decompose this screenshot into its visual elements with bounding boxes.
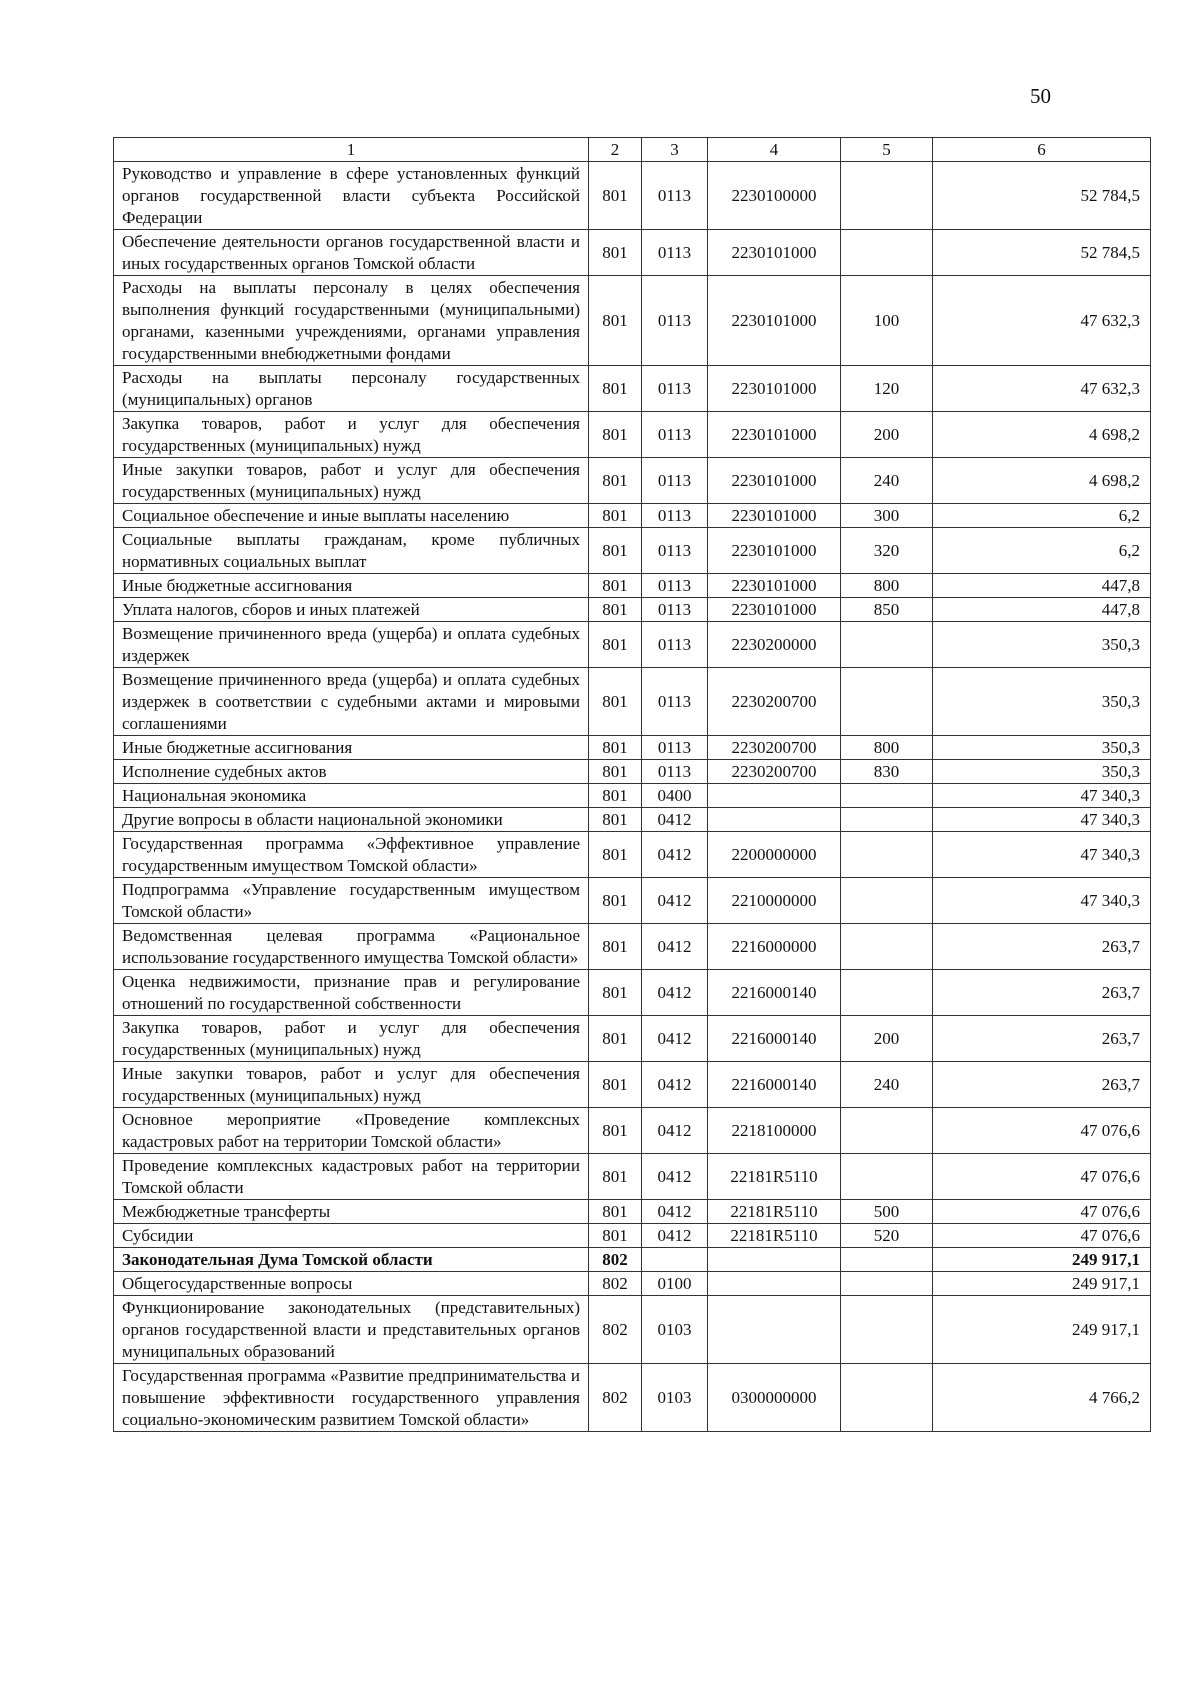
- expense-type-code: [841, 668, 933, 736]
- ministry-code: 801: [589, 574, 642, 598]
- expense-type-code: 300: [841, 504, 933, 528]
- expense-type-code: [841, 162, 933, 230]
- item-name: Подпрограмма «Управление государственным имуществом Томской области»: [114, 878, 589, 924]
- section-code: 0113: [642, 598, 708, 622]
- target-item-code: 2216000140: [708, 1062, 841, 1108]
- section-code: 0412: [642, 1224, 708, 1248]
- amount: 47 076,6: [933, 1108, 1151, 1154]
- expense-type-code: 200: [841, 1016, 933, 1062]
- ministry-code: 801: [589, 668, 642, 736]
- item-name: Иные закупки товаров, работ и услуг для обеспечения государственных (муниципальных) нужд: [114, 1062, 589, 1108]
- expense-type-code: [841, 1296, 933, 1364]
- target-item-code: 2230101000: [708, 230, 841, 276]
- item-name: Исполнение судебных актов: [114, 760, 589, 784]
- expense-type-code: [841, 1154, 933, 1200]
- amount: 47 340,3: [933, 878, 1151, 924]
- ministry-code: 801: [589, 1154, 642, 1200]
- ministry-code: 801: [589, 276, 642, 366]
- expense-type-code: 240: [841, 1062, 933, 1108]
- table-row: [114, 668, 1151, 736]
- item-name: Межбюджетные трансферты: [114, 1200, 589, 1224]
- target-item-code: 2230101000: [708, 276, 841, 366]
- amount: 263,7: [933, 970, 1151, 1016]
- amount: 4 698,2: [933, 458, 1151, 504]
- target-item-code: 2230101000: [708, 458, 841, 504]
- item-name: Оценка недвижимости, признание прав и регулирование отношений по государственной собственности: [114, 970, 589, 1016]
- item-name: Закупка товаров, работ и услуг для обеспечения государственных (муниципальных) нужд: [114, 1016, 589, 1062]
- table-body: [114, 162, 1151, 1432]
- item-name: Функционирование законодательных (представительных) органов государственной власти и представительных органов муниципальных образований: [114, 1296, 589, 1364]
- expense-type-code: 120: [841, 366, 933, 412]
- table-row: [114, 1200, 1151, 1224]
- expense-type-code: [841, 622, 933, 668]
- item-name: Проведение комплексных кадастровых работ на территории Томской области: [114, 1154, 589, 1200]
- item-name: Государственная программа «Эффективное управление государственным имуществом Томской области»: [114, 832, 589, 878]
- expense-type-code: [841, 808, 933, 832]
- item-name: Руководство и управление в сфере установленных функций органов государственной власти субъекта Российской Федерации: [114, 162, 589, 230]
- item-name: Возмещение причиненного вреда (ущерба) и оплата судебных издержек: [114, 622, 589, 668]
- table-row: [114, 458, 1151, 504]
- table-row: [114, 878, 1151, 924]
- amount: 249 917,1: [933, 1296, 1151, 1364]
- expense-type-code: [841, 230, 933, 276]
- expense-type-code: 830: [841, 760, 933, 784]
- section-code: 0113: [642, 412, 708, 458]
- amount: 47 076,6: [933, 1200, 1151, 1224]
- target-item-code: 2210000000: [708, 878, 841, 924]
- expense-type-code: 800: [841, 736, 933, 760]
- table-row: [114, 808, 1151, 832]
- ministry-code: 802: [589, 1296, 642, 1364]
- target-item-code: 2230200000: [708, 622, 841, 668]
- amount: 4 698,2: [933, 412, 1151, 458]
- section-code: 0412: [642, 1016, 708, 1062]
- ministry-code: 801: [589, 924, 642, 970]
- target-item-code: [708, 1248, 841, 1272]
- amount: 4 766,2: [933, 1364, 1151, 1432]
- expense-type-code: 240: [841, 458, 933, 504]
- amount: 263,7: [933, 1016, 1151, 1062]
- item-name: Обеспечение деятельности органов государственной власти и иных государственных органов Томской области: [114, 230, 589, 276]
- expense-type-code: 800: [841, 574, 933, 598]
- table-row: [114, 528, 1151, 574]
- target-item-code: 2218100000: [708, 1108, 841, 1154]
- expense-type-code: [841, 1272, 933, 1296]
- ministry-code: 801: [589, 970, 642, 1016]
- amount: 350,3: [933, 736, 1151, 760]
- expense-type-code: 320: [841, 528, 933, 574]
- expense-type-code: 100: [841, 276, 933, 366]
- table-row: [114, 1016, 1151, 1062]
- expense-type-code: 200: [841, 412, 933, 458]
- item-name: Ведомственная целевая программа «Рациональное использование государственного имущества Томской области»: [114, 924, 589, 970]
- header-cell: 5: [841, 138, 933, 162]
- amount: 52 784,5: [933, 162, 1151, 230]
- page-number: 50: [1030, 84, 1051, 108]
- amount: 52 784,5: [933, 230, 1151, 276]
- section-code: 0412: [642, 1108, 708, 1154]
- ministry-code: 801: [589, 1200, 642, 1224]
- budget-table: [113, 137, 1151, 1432]
- expense-type-code: [841, 924, 933, 970]
- section-code: 0113: [642, 230, 708, 276]
- target-item-code: 0300000000: [708, 1364, 841, 1432]
- ministry-code: 801: [589, 1224, 642, 1248]
- amount: 350,3: [933, 668, 1151, 736]
- section-code: 0113: [642, 528, 708, 574]
- target-item-code: 2216000140: [708, 970, 841, 1016]
- table-row: [114, 412, 1151, 458]
- section-code: 0103: [642, 1364, 708, 1432]
- item-name: Общегосударственные вопросы: [114, 1272, 589, 1296]
- table-row: [114, 1296, 1151, 1364]
- header-cell: 1: [114, 138, 589, 162]
- table-row: [114, 1224, 1151, 1248]
- section-code: 0412: [642, 1154, 708, 1200]
- table-row: [114, 622, 1151, 668]
- expense-type-code: [841, 1248, 933, 1272]
- ministry-code: 801: [589, 1062, 642, 1108]
- ministry-code: 802: [589, 1272, 642, 1296]
- item-name: Национальная экономика: [114, 784, 589, 808]
- target-item-code: 2230101000: [708, 528, 841, 574]
- item-name: Субсидии: [114, 1224, 589, 1248]
- item-name: Основное мероприятие «Проведение комплексных кадастровых работ на территории Томской области»: [114, 1108, 589, 1154]
- header-cell: 2: [589, 138, 642, 162]
- table-row: [114, 736, 1151, 760]
- target-item-code: 2230200700: [708, 736, 841, 760]
- target-item-code: 2230101000: [708, 574, 841, 598]
- table-row: [114, 1108, 1151, 1154]
- item-name: Расходы на выплаты персоналу государственных (муниципальных) органов: [114, 366, 589, 412]
- ministry-code: 801: [589, 230, 642, 276]
- target-item-code: 2230101000: [708, 598, 841, 622]
- item-name: Уплата налогов, сборов и иных платежей: [114, 598, 589, 622]
- expense-type-code: 520: [841, 1224, 933, 1248]
- table-row: [114, 598, 1151, 622]
- ministry-code: 801: [589, 598, 642, 622]
- amount: 249 917,1: [933, 1272, 1151, 1296]
- item-name: Иные бюджетные ассигнования: [114, 736, 589, 760]
- ministry-code: 801: [589, 736, 642, 760]
- section-code: 0412: [642, 970, 708, 1016]
- expense-type-code: [841, 832, 933, 878]
- item-name: Расходы на выплаты персоналу в целях обеспечения выполнения функций государственными (муниципальными) органами, казенными учреждениями, органами управления государственными внебюджетными фондами: [114, 276, 589, 366]
- target-item-code: 2230101000: [708, 366, 841, 412]
- item-name: Социальные выплаты гражданам, кроме публичных нормативных социальных выплат: [114, 528, 589, 574]
- target-item-code: 2230100000: [708, 162, 841, 230]
- target-item-code: [708, 1296, 841, 1364]
- section-code: 0113: [642, 668, 708, 736]
- section-code: 0412: [642, 1062, 708, 1108]
- target-item-code: 22181R5110: [708, 1200, 841, 1224]
- amount: 47 340,3: [933, 832, 1151, 878]
- section-code: 0113: [642, 162, 708, 230]
- ministry-code: 801: [589, 808, 642, 832]
- ministry-code: 802: [589, 1248, 642, 1272]
- expense-type-code: [841, 784, 933, 808]
- table-row: [114, 1364, 1151, 1432]
- ministry-code: 801: [589, 412, 642, 458]
- table-row: [114, 784, 1151, 808]
- header-row: [114, 138, 1151, 162]
- amount: 447,8: [933, 574, 1151, 598]
- expense-type-code: 500: [841, 1200, 933, 1224]
- section-code: 0400: [642, 784, 708, 808]
- expense-type-code: 850: [841, 598, 933, 622]
- amount: 447,8: [933, 598, 1151, 622]
- table-row: [114, 970, 1151, 1016]
- target-item-code: 2230101000: [708, 412, 841, 458]
- ministry-code: 801: [589, 622, 642, 668]
- ministry-code: 801: [589, 832, 642, 878]
- ministry-code: 801: [589, 162, 642, 230]
- item-name: Закупка товаров, работ и услуг для обеспечения государственных (муниципальных) нужд: [114, 412, 589, 458]
- ministry-code: 802: [589, 1364, 642, 1432]
- table-row: [114, 1154, 1151, 1200]
- target-item-code: 2216000000: [708, 924, 841, 970]
- table-row: [114, 366, 1151, 412]
- ministry-code: 801: [589, 1108, 642, 1154]
- amount: 47 632,3: [933, 366, 1151, 412]
- ministry-code: 801: [589, 504, 642, 528]
- target-item-code: 2230200700: [708, 668, 841, 736]
- item-name: Иные бюджетные ассигнования: [114, 574, 589, 598]
- target-item-code: [708, 1272, 841, 1296]
- amount: 47 340,3: [933, 784, 1151, 808]
- section-code: 0113: [642, 504, 708, 528]
- table-row: [114, 504, 1151, 528]
- section-code: 0412: [642, 1200, 708, 1224]
- amount: 47 076,6: [933, 1154, 1151, 1200]
- target-item-code: 22181R5110: [708, 1224, 841, 1248]
- expense-type-code: [841, 1364, 933, 1432]
- section-code: 0113: [642, 458, 708, 504]
- ministry-code: 801: [589, 366, 642, 412]
- table-row: [114, 1272, 1151, 1296]
- amount: 6,2: [933, 528, 1151, 574]
- section-code: 0113: [642, 366, 708, 412]
- table-row: [114, 230, 1151, 276]
- ministry-code: 801: [589, 760, 642, 784]
- amount: 350,3: [933, 622, 1151, 668]
- table-row: [114, 1062, 1151, 1108]
- section-code: 0113: [642, 736, 708, 760]
- ministry-code: 801: [589, 878, 642, 924]
- table-row: [114, 162, 1151, 230]
- target-item-code: 2230200700: [708, 760, 841, 784]
- target-item-code: 22181R5110: [708, 1154, 841, 1200]
- section-code: [642, 1248, 708, 1272]
- amount: 263,7: [933, 924, 1151, 970]
- item-name: Государственная программа «Развитие предпринимательства и повышение эффективности государственного управления социально-экономическим развитием Томской области»: [114, 1364, 589, 1432]
- ministry-code: 801: [589, 784, 642, 808]
- target-item-code: [708, 784, 841, 808]
- amount: 6,2: [933, 504, 1151, 528]
- header-cell: 4: [708, 138, 841, 162]
- amount: 47 076,6: [933, 1224, 1151, 1248]
- expense-type-code: [841, 878, 933, 924]
- table-row: [114, 760, 1151, 784]
- target-item-code: [708, 808, 841, 832]
- amount: 249 917,1: [933, 1248, 1151, 1272]
- amount: 47 632,3: [933, 276, 1151, 366]
- section-code: 0412: [642, 832, 708, 878]
- amount: 263,7: [933, 1062, 1151, 1108]
- target-item-code: 2200000000: [708, 832, 841, 878]
- table-row: [114, 832, 1151, 878]
- amount: 350,3: [933, 760, 1151, 784]
- table-row: [114, 276, 1151, 366]
- table-row: [114, 574, 1151, 598]
- ministry-code: 801: [589, 528, 642, 574]
- item-name: Законодательная Дума Томской области: [114, 1248, 589, 1272]
- section-code: 0100: [642, 1272, 708, 1296]
- item-name: Социальное обеспечение и иные выплаты населению: [114, 504, 589, 528]
- section-code: 0113: [642, 574, 708, 598]
- item-name: Возмещение причиненного вреда (ущерба) и оплата судебных издержек в соответствии с судебными актами и мировыми соглашениями: [114, 668, 589, 736]
- expense-type-code: [841, 1108, 933, 1154]
- table-row: [114, 1248, 1151, 1272]
- ministry-code: 801: [589, 1016, 642, 1062]
- section-code: 0113: [642, 760, 708, 784]
- expense-type-code: [841, 970, 933, 1016]
- header-cell: 3: [642, 138, 708, 162]
- section-code: 0412: [642, 808, 708, 832]
- item-name: Другие вопросы в области национальной экономики: [114, 808, 589, 832]
- section-code: 0103: [642, 1296, 708, 1364]
- target-item-code: 2216000140: [708, 1016, 841, 1062]
- amount: 47 340,3: [933, 808, 1151, 832]
- section-code: 0412: [642, 924, 708, 970]
- section-code: 0113: [642, 622, 708, 668]
- target-item-code: 2230101000: [708, 504, 841, 528]
- header-cell: 6: [933, 138, 1151, 162]
- ministry-code: 801: [589, 458, 642, 504]
- section-code: 0113: [642, 276, 708, 366]
- section-code: 0412: [642, 878, 708, 924]
- table-row: [114, 924, 1151, 970]
- item-name: Иные закупки товаров, работ и услуг для обеспечения государственных (муниципальных) нужд: [114, 458, 589, 504]
